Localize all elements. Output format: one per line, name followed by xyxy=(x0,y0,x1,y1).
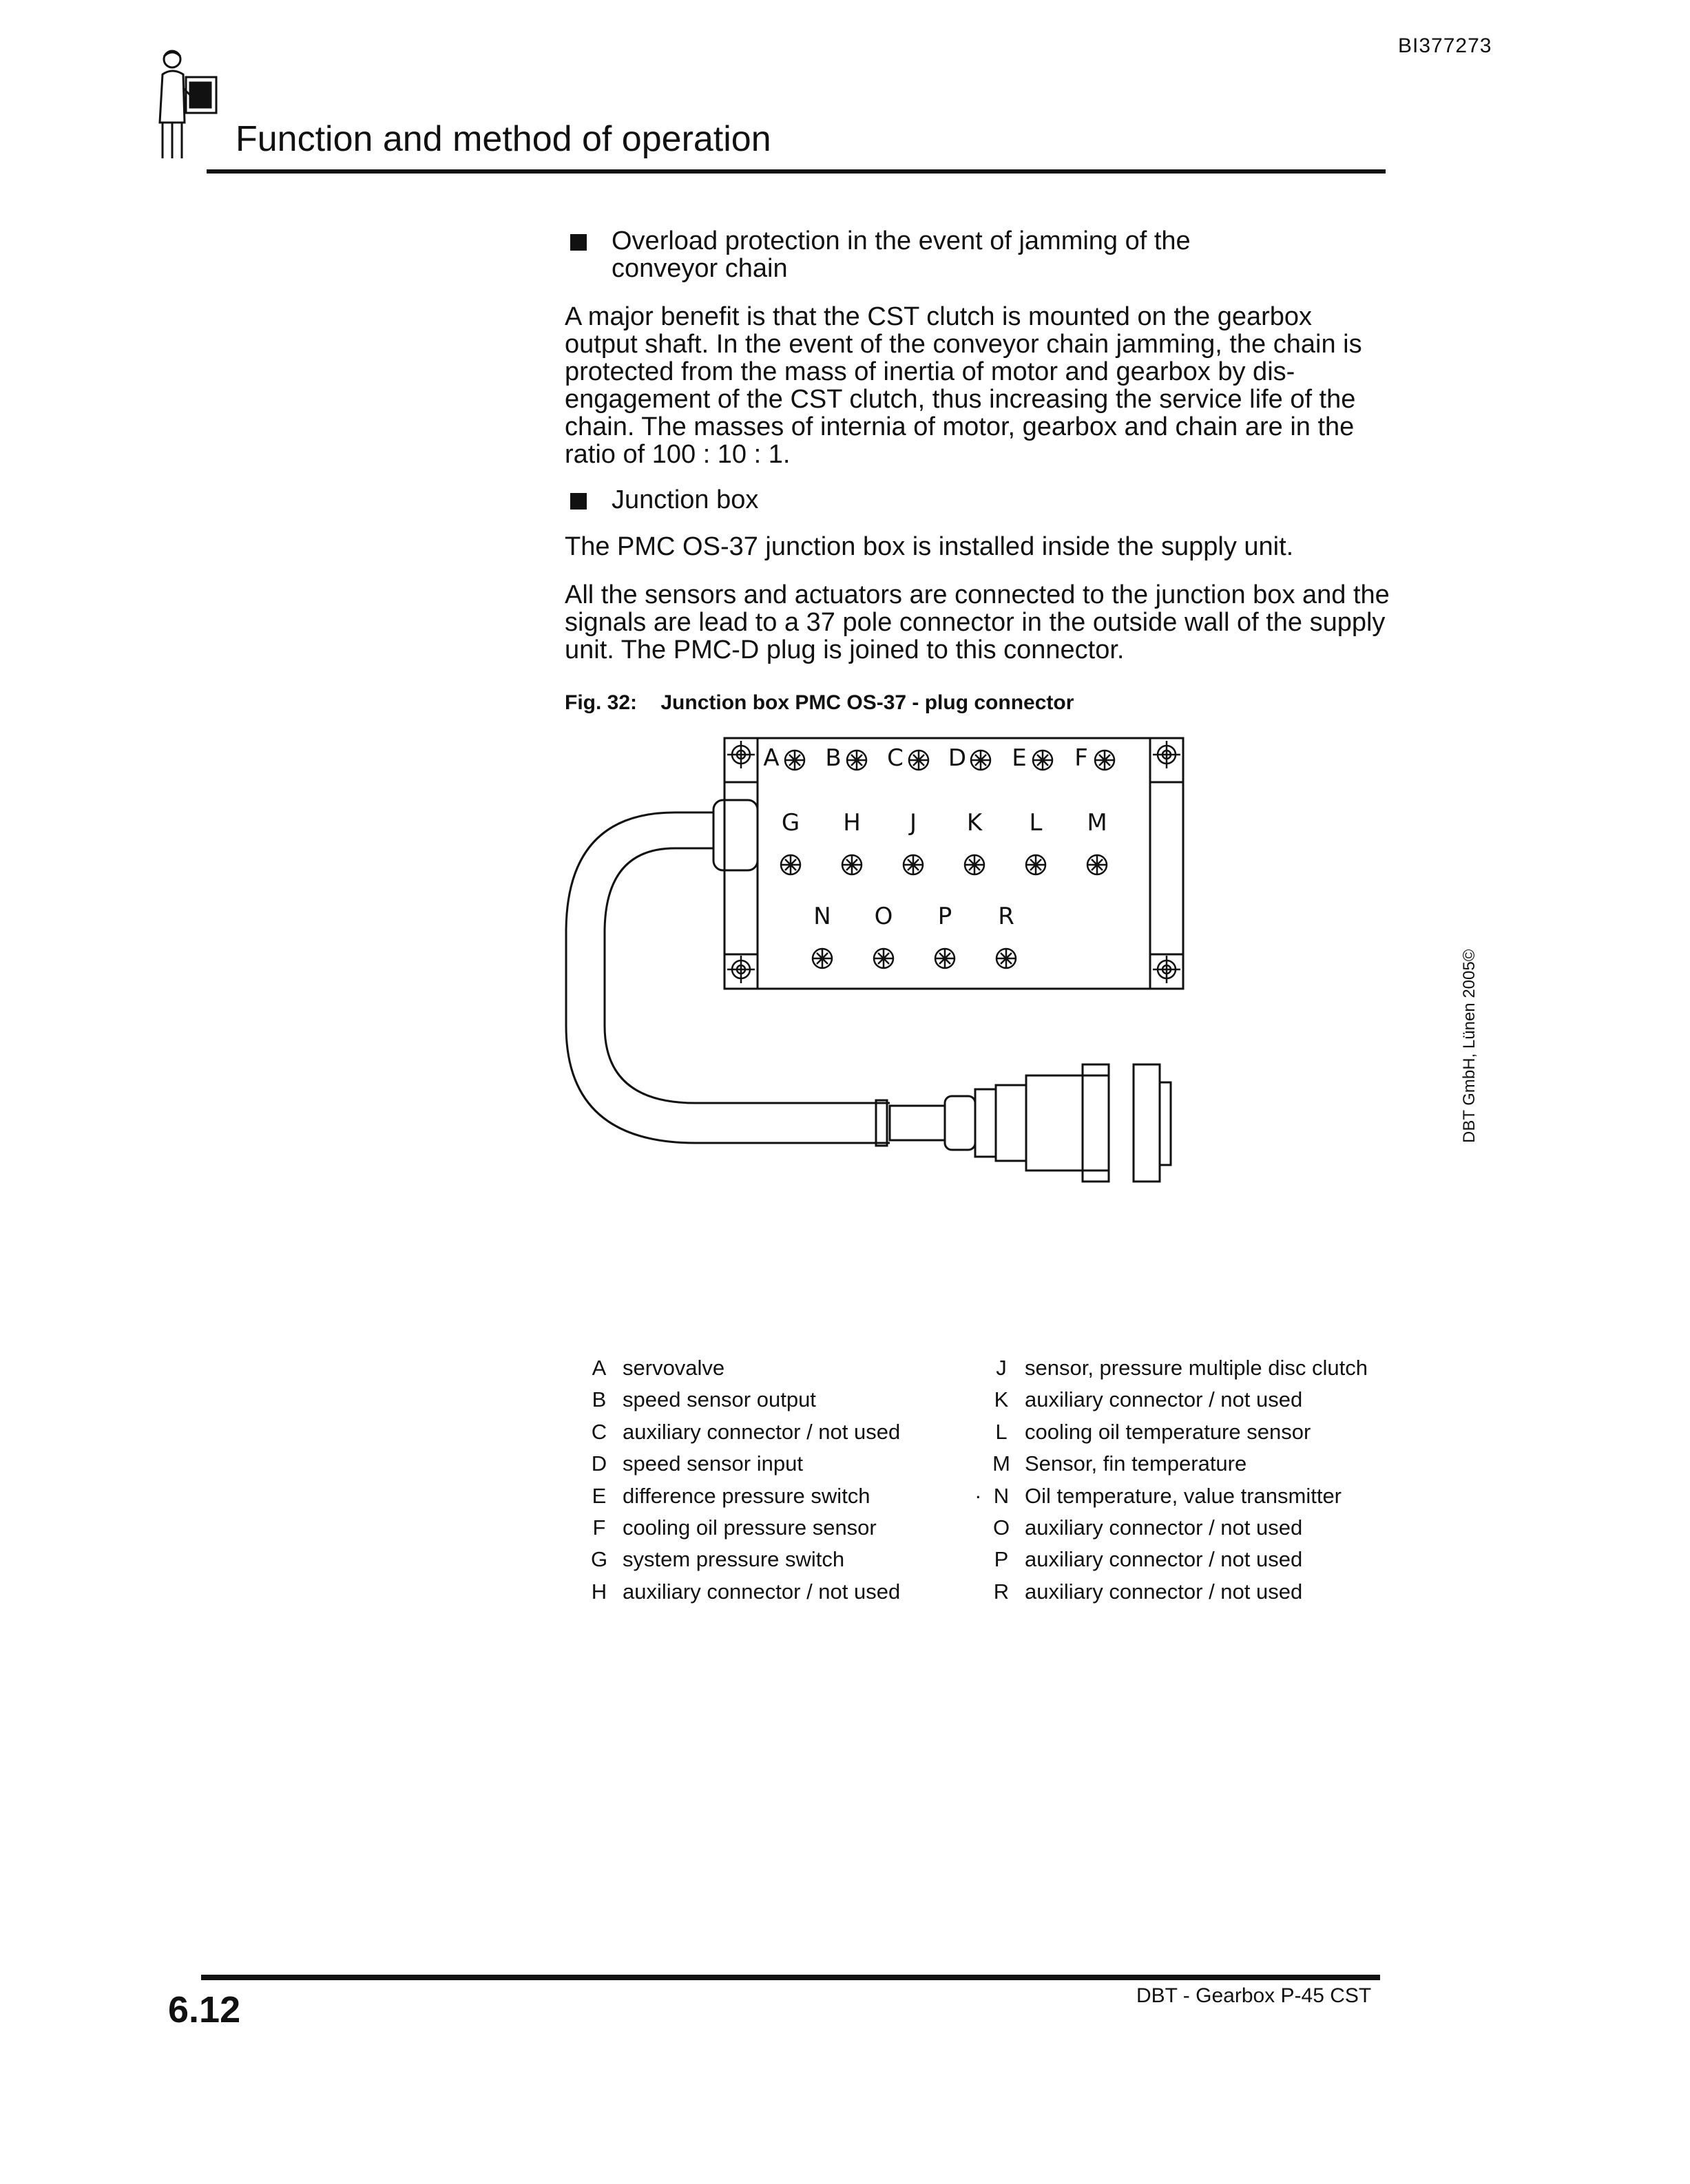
main-content xyxy=(565,227,1391,664)
terminal-screw-icon xyxy=(874,949,893,968)
bullet-text: Overload protection in the event of jamming of the conveyor chain xyxy=(612,227,1191,283)
legend-marker: . xyxy=(975,1479,981,1503)
terminal-screw-icon xyxy=(785,750,804,770)
cable xyxy=(566,812,890,1143)
legend-row xyxy=(584,1416,900,1448)
legend-text: cooling oil temperature sensor xyxy=(1025,1419,1311,1444)
legend-text: servovalve xyxy=(623,1356,725,1380)
terminal-screw-icon xyxy=(1095,750,1114,770)
legend-row xyxy=(986,1416,1368,1448)
terminal-label: N xyxy=(813,903,831,930)
bullet-text: Junction box xyxy=(612,485,759,514)
footer-title: DBT - Gearbox P-45 CST xyxy=(1136,1984,1372,2007)
legend-row xyxy=(986,1512,1368,1544)
legend-key: K xyxy=(994,1387,1009,1412)
mounting-hole-icon xyxy=(1153,956,1180,983)
terminal-screw-icon xyxy=(781,855,800,874)
legend-key: O xyxy=(992,1515,1010,1540)
terminal-label: D xyxy=(948,744,967,772)
legend-key: C xyxy=(591,1419,607,1444)
legend-text: difference pressure switch xyxy=(623,1483,870,1508)
legend-key: N xyxy=(993,1483,1010,1508)
bullet-item xyxy=(565,227,1300,282)
legend-row xyxy=(986,1480,1368,1512)
terminal-screw-icon xyxy=(1087,855,1107,874)
legend-row xyxy=(986,1448,1368,1480)
legend-text: system pressure switch xyxy=(623,1547,845,1572)
legend-text: auxiliary connector / not used xyxy=(1025,1387,1303,1412)
mounting-hole-icon xyxy=(727,741,755,768)
terminal-block xyxy=(763,744,1114,968)
legend-left xyxy=(584,1352,900,1608)
legend-row xyxy=(584,1352,900,1384)
terminal-label: O xyxy=(874,903,893,930)
legend-row xyxy=(986,1384,1368,1416)
terminal-label: M xyxy=(1087,809,1107,837)
legend-text: Oil temperature, value transmitter xyxy=(1025,1483,1342,1508)
bullet-item xyxy=(565,486,1391,514)
mounting-hole-icon xyxy=(727,956,755,983)
legend-key: M xyxy=(992,1451,1010,1476)
terminal-label: C xyxy=(887,744,904,772)
technician-mascot-icon xyxy=(150,47,226,164)
plug-connector xyxy=(876,1064,1171,1182)
terminal-label: R xyxy=(998,903,1014,930)
terminal-label: A xyxy=(763,744,780,772)
mounting-hole-icon xyxy=(1153,741,1180,768)
legend-row xyxy=(584,1384,900,1416)
terminal-screw-icon xyxy=(1033,750,1052,770)
legend-key: D xyxy=(591,1451,607,1476)
terminal-label: G xyxy=(781,809,800,837)
terminal-label: J xyxy=(909,809,917,837)
legend-key: E xyxy=(592,1483,607,1508)
terminal-label: H xyxy=(843,809,861,837)
figure-number: Fig. 32: xyxy=(565,691,638,714)
terminal-label: E xyxy=(1012,744,1027,772)
terminal-screw-icon xyxy=(1026,855,1045,874)
legend-text: Sensor, fin temperature xyxy=(1025,1451,1247,1476)
legend-text: auxiliary connector / not used xyxy=(1025,1547,1303,1572)
legend-key: B xyxy=(592,1387,607,1412)
paragraph: All the sensors and actuators are connected to the junction box and the signals are lead to a 37 pole connector in the outside wall of the supply unit. The PMC-D plug is joined to this connector. xyxy=(565,580,1390,664)
footer-rule xyxy=(201,1975,1380,1980)
header-rule xyxy=(207,169,1386,174)
terminal-screw-icon xyxy=(842,855,862,874)
legend-text: auxiliary connector / not used xyxy=(1025,1579,1303,1604)
terminal-screw-icon xyxy=(935,949,954,968)
terminal-screw-icon xyxy=(909,750,928,770)
legend-row xyxy=(584,1480,900,1512)
bullet-square-icon xyxy=(570,493,587,510)
legend-text: auxiliary connector / not used xyxy=(623,1419,901,1444)
page-number: 6.12 xyxy=(168,1989,241,2030)
figure-caption xyxy=(565,691,1074,715)
terminal-screw-icon xyxy=(971,750,990,770)
terminal-label: P xyxy=(937,903,952,930)
terminal-screw-icon xyxy=(965,855,984,874)
terminal-label: L xyxy=(1029,809,1043,837)
legend-key: F xyxy=(592,1515,606,1540)
terminal-label: B xyxy=(825,744,842,772)
terminal-screw-icon xyxy=(813,949,832,968)
legend-key: H xyxy=(591,1579,607,1604)
legend-row xyxy=(986,1576,1368,1608)
paragraph: A major benefit is that the CST clutch is mounted on the gearbox output shaft. In the event of the conveyor chain jamming, the chain is protected from the mass of inertia of motor and gearbox by dis-engagement of the CST clutch, thus increasing the service life of the chain. The masses of internia of motor, gearbox and chain are in the ratio of 100 : 10 : 1. xyxy=(565,302,1362,469)
legend-key: R xyxy=(993,1579,1010,1604)
legend-key: P xyxy=(994,1547,1009,1572)
legend-text: speed sensor input xyxy=(623,1451,803,1476)
legend-row xyxy=(986,1544,1368,1575)
copyright-note: DBT GmbH, Lünen 2005© xyxy=(1460,949,1479,1143)
paragraph: The PMC OS-37 junction box is installed inside the supply unit. xyxy=(565,532,1294,561)
legend-key: G xyxy=(590,1547,608,1572)
legend-text: auxiliary connector / not used xyxy=(1025,1515,1303,1540)
legend-row xyxy=(986,1352,1368,1384)
bullet-square-icon xyxy=(570,234,587,251)
cable-gland xyxy=(713,800,758,870)
junction-box-outline xyxy=(724,738,1183,989)
legend-row xyxy=(584,1544,900,1575)
junction-box-diagram xyxy=(551,723,1212,1205)
document-id: BI377273 xyxy=(1398,34,1492,57)
mounting-holes xyxy=(727,741,1180,983)
legend-key: A xyxy=(592,1356,607,1380)
legend-text: cooling oil pressure sensor xyxy=(623,1515,877,1540)
legend-text: sensor, pressure multiple disc clutch xyxy=(1025,1356,1368,1380)
legend-row xyxy=(584,1576,900,1608)
legend-key: J xyxy=(996,1356,1007,1380)
terminal-label: K xyxy=(966,809,983,837)
terminal-screw-icon xyxy=(904,855,923,874)
legend-right xyxy=(986,1352,1368,1608)
page-title: Function and method of operation xyxy=(236,119,771,159)
legend-row xyxy=(584,1448,900,1480)
legend-text: speed sensor output xyxy=(623,1387,816,1412)
legend-text: auxiliary connector / not used xyxy=(623,1579,901,1604)
figure-title: Junction box PMC OS-37 - plug connector xyxy=(660,691,1074,714)
legend-row xyxy=(584,1512,900,1544)
terminal-screw-icon xyxy=(847,750,866,770)
terminal-label: F xyxy=(1074,744,1088,772)
legend-key: L xyxy=(995,1419,1008,1444)
terminal-screw-icon xyxy=(997,949,1016,968)
